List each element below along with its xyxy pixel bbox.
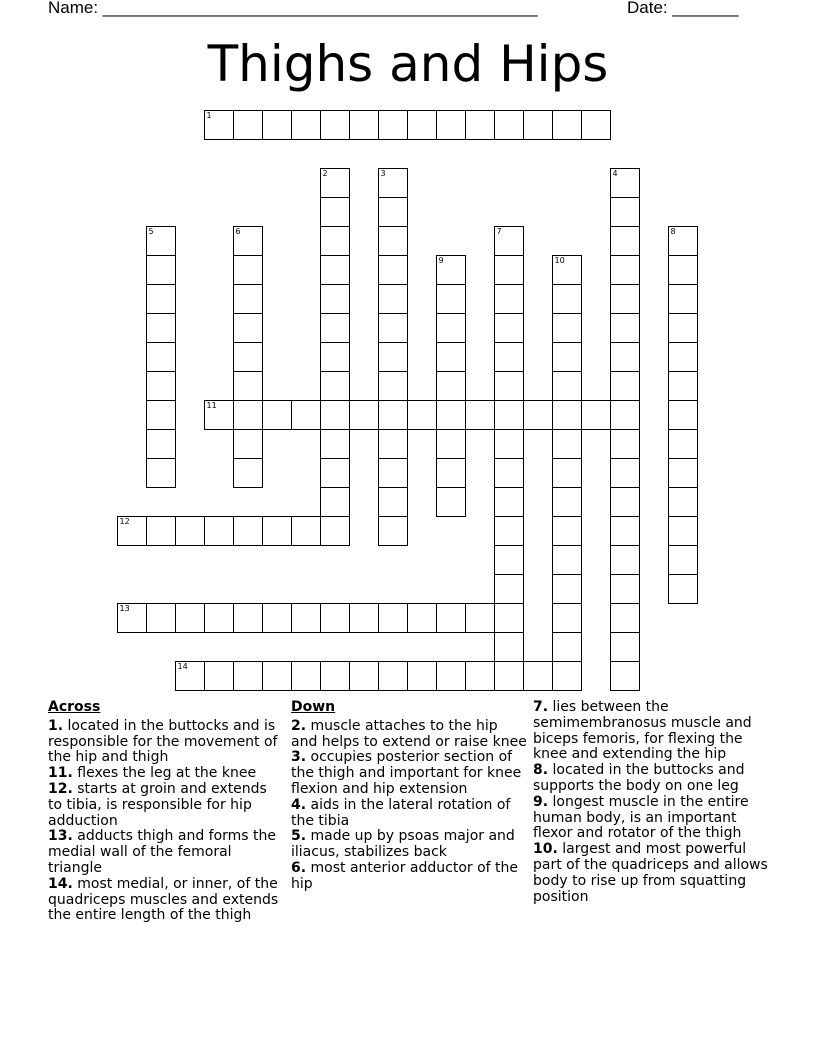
grid-cell[interactable] xyxy=(378,458,408,488)
grid-cell[interactable] xyxy=(146,429,176,459)
grid-cell[interactable] xyxy=(552,110,582,140)
grid-cell[interactable] xyxy=(494,371,524,401)
grid-cell[interactable] xyxy=(668,226,698,256)
grid-cell[interactable] xyxy=(233,342,263,372)
grid-cell[interactable] xyxy=(494,545,524,575)
grid-cell[interactable] xyxy=(494,400,524,430)
grid-cell[interactable] xyxy=(407,110,437,140)
grid-cell[interactable] xyxy=(378,313,408,343)
grid-cell[interactable] xyxy=(233,313,263,343)
grid-cell[interactable] xyxy=(494,458,524,488)
grid-cell[interactable] xyxy=(668,458,698,488)
grid-cell[interactable] xyxy=(610,429,640,459)
grid-cell[interactable] xyxy=(668,284,698,314)
grid-cell[interactable] xyxy=(436,284,466,314)
grid-cell[interactable] xyxy=(552,574,582,604)
grid-cell[interactable] xyxy=(291,110,321,140)
clue-down-8: 8. located in the buttocks and supports the body on one leg xyxy=(533,762,745,794)
clue-down-9: 9. longest muscle in the entire human body, is an important flexor and rotator of the thigh xyxy=(533,793,749,842)
grid-cell[interactable] xyxy=(320,342,350,372)
grid-cell[interactable] xyxy=(436,255,466,285)
grid-cell[interactable] xyxy=(668,487,698,517)
grid-cell[interactable] xyxy=(465,661,495,691)
grid-cell[interactable] xyxy=(494,603,524,633)
grid-cell[interactable] xyxy=(233,603,263,633)
grid-cell[interactable] xyxy=(378,168,408,198)
grid-cell[interactable] xyxy=(668,342,698,372)
grid-cell[interactable] xyxy=(320,603,350,633)
grid-cell[interactable] xyxy=(407,661,437,691)
grid-cell[interactable] xyxy=(378,661,408,691)
grid-cell[interactable] xyxy=(610,603,640,633)
grid-cell[interactable] xyxy=(668,545,698,575)
grid-cell[interactable] xyxy=(233,516,263,546)
grid-cell[interactable] xyxy=(320,661,350,691)
clue-down-3: 3. occupies posterior section of the thigh and important for knee flexion and hip extension xyxy=(291,749,522,797)
grid-cell[interactable] xyxy=(262,661,292,691)
clue-number: 3 xyxy=(380,169,386,178)
clue-number: 10 xyxy=(554,256,565,265)
grid-cell[interactable] xyxy=(610,313,640,343)
grid-cell[interactable] xyxy=(494,429,524,459)
grid-cell[interactable] xyxy=(436,487,466,517)
grid-cell[interactable] xyxy=(610,661,640,691)
grid-cell[interactable] xyxy=(494,632,524,662)
grid-cell[interactable] xyxy=(378,226,408,256)
grid-cell[interactable] xyxy=(320,429,350,459)
clue-number: 12 xyxy=(119,517,130,526)
grid-cell[interactable] xyxy=(494,574,524,604)
grid-cell[interactable] xyxy=(146,313,176,343)
grid-cell[interactable] xyxy=(436,342,466,372)
grid-cell[interactable] xyxy=(494,110,524,140)
grid-cell[interactable] xyxy=(175,661,205,691)
clue-number: 5 xyxy=(148,227,154,236)
grid-cell[interactable] xyxy=(436,313,466,343)
clue-down-10: 10. largest and most powerful part of the quadriceps and allows body to rise up from squatting position xyxy=(533,841,768,905)
grid-cell[interactable] xyxy=(320,255,350,285)
grid-cell[interactable] xyxy=(320,197,350,227)
grid-cell[interactable] xyxy=(610,226,640,256)
grid-cell[interactable] xyxy=(349,661,379,691)
name-field-label: Name: ______________________________________________ xyxy=(48,0,538,17)
grid-cell[interactable] xyxy=(320,516,350,546)
grid-cell[interactable] xyxy=(552,400,582,430)
grid-cell[interactable] xyxy=(552,487,582,517)
grid-cell[interactable] xyxy=(436,400,466,430)
grid-cell[interactable] xyxy=(320,226,350,256)
clue-across-1: 1. located in the buttocks and is responsible for the movement of the hip and thigh xyxy=(48,717,278,766)
clue-down-4: 4. aids in the lateral rotation of the tibia xyxy=(291,796,511,829)
grid-cell[interactable] xyxy=(378,429,408,459)
grid-cell[interactable] xyxy=(552,313,582,343)
grid-cell[interactable] xyxy=(552,632,582,662)
grid-cell[interactable] xyxy=(581,400,611,430)
grid-cell[interactable] xyxy=(262,400,292,430)
grid-cell[interactable] xyxy=(349,110,379,140)
clue-number: 2 xyxy=(322,169,328,178)
grid-cell[interactable] xyxy=(146,371,176,401)
grid-cell[interactable] xyxy=(610,197,640,227)
grid-cell[interactable] xyxy=(378,110,408,140)
grid-cell[interactable] xyxy=(668,313,698,343)
grid-cell[interactable] xyxy=(494,284,524,314)
across-clues xyxy=(48,700,284,924)
grid-cell[interactable] xyxy=(610,255,640,285)
grid-cell[interactable] xyxy=(552,342,582,372)
puzzle-title: Thighs and Hips xyxy=(207,35,609,93)
grid-cell[interactable] xyxy=(610,458,640,488)
grid-cell[interactable] xyxy=(349,603,379,633)
grid-cell[interactable] xyxy=(262,110,292,140)
clue-number: 14 xyxy=(177,662,188,671)
grid-cell[interactable] xyxy=(436,458,466,488)
grid-cell[interactable] xyxy=(436,429,466,459)
grid-cell[interactable] xyxy=(494,226,524,256)
grid-cell[interactable] xyxy=(436,661,466,691)
across-heading: Across xyxy=(48,699,101,715)
grid-cell[interactable] xyxy=(494,255,524,285)
grid-cell[interactable] xyxy=(233,458,263,488)
down-clues-continued xyxy=(533,700,773,905)
grid-cell[interactable] xyxy=(668,255,698,285)
clue-number: 13 xyxy=(119,604,130,613)
clue-down-2: 2. muscle attaches to the hip and helps to extend or raise knee xyxy=(291,717,527,750)
grid-cell[interactable] xyxy=(407,603,437,633)
clue-down-5: 5. made up by psoas major and iliacus, stabilizes back xyxy=(291,828,515,861)
grid-cell[interactable] xyxy=(378,371,408,401)
clue-number: 9 xyxy=(438,256,444,265)
grid-cell[interactable] xyxy=(146,400,176,430)
grid-cell[interactable] xyxy=(494,661,524,691)
clue-number: 8 xyxy=(670,227,676,236)
grid-cell[interactable] xyxy=(378,603,408,633)
grid-cell[interactable] xyxy=(378,284,408,314)
grid-cell[interactable] xyxy=(465,400,495,430)
grid-cell[interactable] xyxy=(146,255,176,285)
grid-cell[interactable] xyxy=(610,632,640,662)
grid-cell[interactable] xyxy=(610,284,640,314)
grid-cell[interactable] xyxy=(610,545,640,575)
grid-cell[interactable] xyxy=(552,371,582,401)
clue-number: 11 xyxy=(206,401,217,410)
grid-cell[interactable] xyxy=(117,603,147,633)
clue-number: 1 xyxy=(206,111,212,120)
grid-cell[interactable] xyxy=(465,110,495,140)
grid-cell[interactable] xyxy=(552,661,582,691)
down-heading: Down xyxy=(291,699,336,715)
grid-cell[interactable] xyxy=(146,342,176,372)
clue-number: 4 xyxy=(612,169,618,178)
grid-cell[interactable] xyxy=(320,458,350,488)
grid-cell[interactable] xyxy=(523,110,553,140)
grid-cell[interactable] xyxy=(320,110,350,140)
grid-cell[interactable] xyxy=(436,110,466,140)
clue-down-6: 6. most anterior adductor of the hip xyxy=(291,859,519,892)
grid-cell[interactable] xyxy=(233,284,263,314)
grid-cell[interactable] xyxy=(378,197,408,227)
grid-cell[interactable] xyxy=(378,255,408,285)
grid-cell[interactable] xyxy=(378,487,408,517)
grid-cell[interactable] xyxy=(668,400,698,430)
grid-cell[interactable] xyxy=(378,342,408,372)
grid-cell[interactable] xyxy=(204,516,234,546)
grid-cell[interactable] xyxy=(233,661,263,691)
grid-cell[interactable] xyxy=(552,429,582,459)
grid-cell[interactable] xyxy=(378,400,408,430)
grid-cell[interactable] xyxy=(668,429,698,459)
grid-cell[interactable] xyxy=(523,661,553,691)
grid-cell[interactable] xyxy=(436,371,466,401)
grid-cell[interactable] xyxy=(320,487,350,517)
grid-cell[interactable] xyxy=(233,226,263,256)
grid-cell[interactable] xyxy=(552,255,582,285)
grid-cell[interactable] xyxy=(146,603,176,633)
grid-cell[interactable] xyxy=(349,400,379,430)
grid-cell[interactable] xyxy=(436,603,466,633)
grid-cell[interactable] xyxy=(378,516,408,546)
grid-cell[interactable] xyxy=(494,313,524,343)
clue-across-13: 13. adducts thigh and forms the medial wall of the femoral triangle xyxy=(48,828,277,876)
grid-cell[interactable] xyxy=(204,400,234,430)
clue-number: 7 xyxy=(496,227,502,236)
grid-cell[interactable] xyxy=(146,458,176,488)
grid-cell[interactable] xyxy=(610,574,640,604)
grid-cell[interactable] xyxy=(320,371,350,401)
grid-cell[interactable] xyxy=(204,603,234,633)
grid-cell[interactable] xyxy=(407,400,437,430)
grid-cell[interactable] xyxy=(320,168,350,198)
grid-cell[interactable] xyxy=(523,400,553,430)
clue-across-14: 14. most medial, or inner, of the quadriceps muscles and extends the entire length of the thigh xyxy=(48,875,279,924)
grid-cell[interactable] xyxy=(610,168,640,198)
grid-cell[interactable] xyxy=(175,603,205,633)
grid-cell[interactable] xyxy=(233,371,263,401)
grid-cell[interactable] xyxy=(320,313,350,343)
grid-cell[interactable] xyxy=(320,400,350,430)
grid-cell[interactable] xyxy=(262,516,292,546)
grid-cell[interactable] xyxy=(233,255,263,285)
grid-cell[interactable] xyxy=(552,458,582,488)
grid-cell[interactable] xyxy=(668,516,698,546)
grid-cell[interactable] xyxy=(204,110,234,140)
grid-cell[interactable] xyxy=(117,516,147,546)
down-clues xyxy=(291,700,527,893)
grid-cell[interactable] xyxy=(494,342,524,372)
clue-number: 6 xyxy=(235,227,241,236)
grid-cell[interactable] xyxy=(610,400,640,430)
clue-across-12: 12. starts at groin and extends to tibia, is responsible for hip adduction xyxy=(48,780,267,829)
grid-cell[interactable] xyxy=(494,487,524,517)
grid-cell[interactable] xyxy=(291,661,321,691)
grid-cell[interactable] xyxy=(146,226,176,256)
grid-cell[interactable] xyxy=(233,429,263,459)
grid-cell[interactable] xyxy=(552,603,582,633)
clue-down-7: 7. lies between the semimembranosus muscle and biceps femoris, for flexing the knee and extending the hip xyxy=(533,699,752,763)
grid-cell[interactable] xyxy=(465,603,495,633)
grid-cell[interactable] xyxy=(291,400,321,430)
grid-cell[interactable] xyxy=(552,284,582,314)
grid-cell[interactable] xyxy=(204,661,234,691)
grid-cell[interactable] xyxy=(552,545,582,575)
grid-cell[interactable] xyxy=(610,342,640,372)
grid-cell[interactable] xyxy=(668,371,698,401)
grid-cell[interactable] xyxy=(146,516,176,546)
grid-cell[interactable] xyxy=(610,487,640,517)
grid-cell[interactable] xyxy=(494,516,524,546)
grid-cell[interactable] xyxy=(668,574,698,604)
grid-cell[interactable] xyxy=(175,516,205,546)
grid-cell[interactable] xyxy=(146,284,176,314)
grid-cell[interactable] xyxy=(610,516,640,546)
grid-cell[interactable] xyxy=(262,603,292,633)
grid-cell[interactable] xyxy=(233,110,263,140)
grid-cell[interactable] xyxy=(581,110,611,140)
grid-cell[interactable] xyxy=(291,603,321,633)
grid-cell[interactable] xyxy=(291,516,321,546)
grid-cell[interactable] xyxy=(233,400,263,430)
grid-cell[interactable] xyxy=(610,371,640,401)
grid-cell[interactable] xyxy=(552,516,582,546)
date-field-label: Date: _______ xyxy=(627,0,739,17)
grid-cell[interactable] xyxy=(320,284,350,314)
clue-across-11: 11. flexes the leg at the knee xyxy=(48,765,257,782)
